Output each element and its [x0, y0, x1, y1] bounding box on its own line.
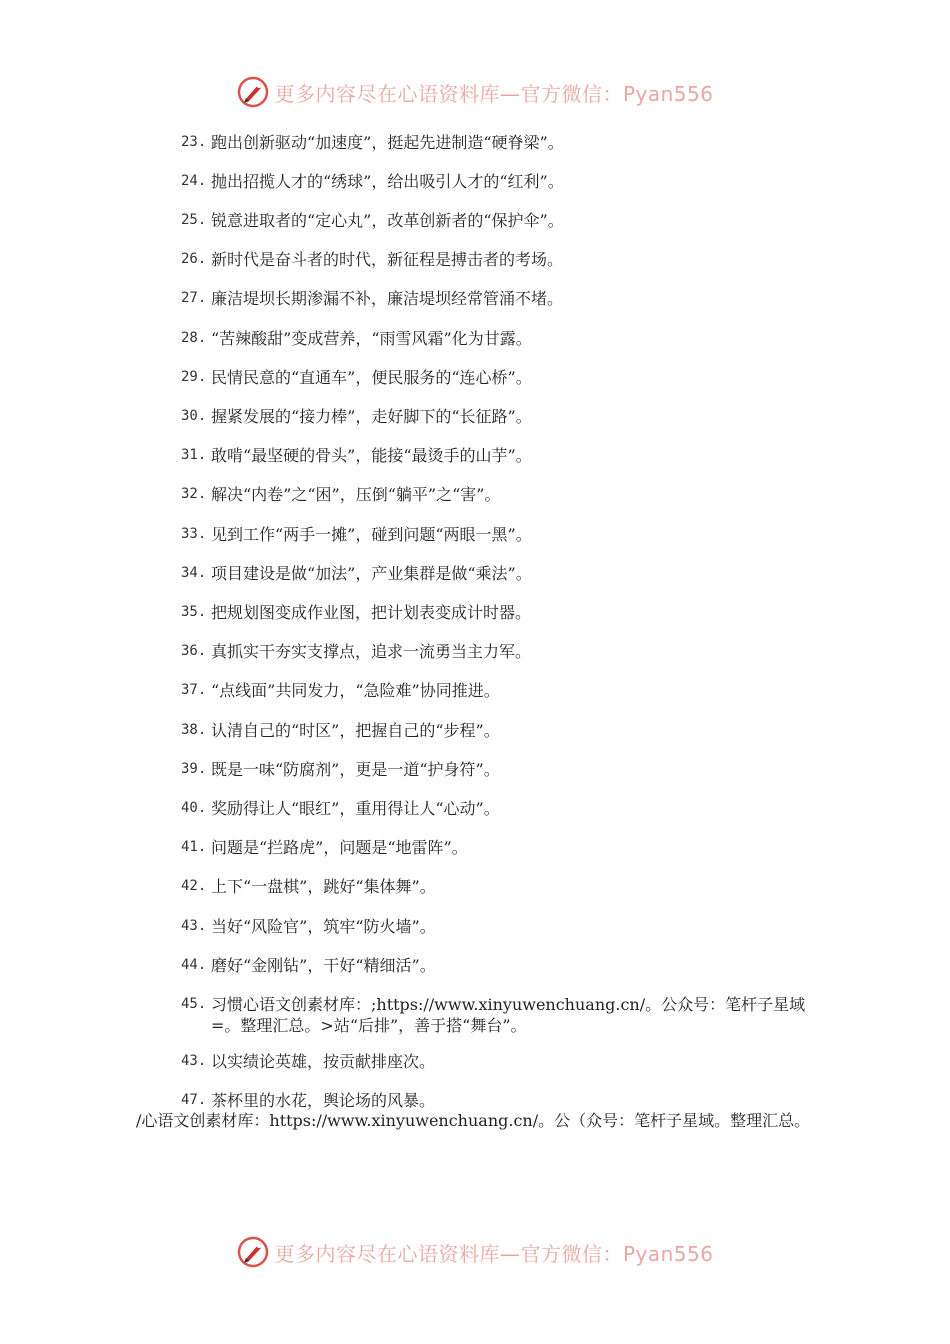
item-number: 35. [181, 604, 207, 620]
item-text: 新时代是奋斗者的时代，新征程是搏击者的考场。 [211, 250, 564, 269]
item-number: 36. [181, 643, 207, 659]
item-number: 30. [181, 408, 207, 424]
list-item [181, 1090, 821, 1111]
item-text: 上下“一盘棋”，跳好“集体舞”。 [211, 877, 436, 896]
list-item [181, 249, 821, 270]
list-item [181, 288, 821, 309]
list-item [181, 916, 821, 937]
pen-circle-logo-icon [236, 1235, 270, 1269]
item-number: 37. [181, 682, 207, 698]
item-number: 39. [181, 761, 207, 777]
list-item [181, 328, 821, 349]
list-item [181, 680, 821, 701]
list-item [181, 641, 821, 662]
item-text: 既是一味“防腐剂”，更是一道“护身符”。 [211, 760, 500, 779]
list-item [181, 994, 821, 1036]
item-text: 跑出创新驱动“加速度”，挺起先进制造“硬脊梁”。 [211, 133, 564, 152]
item-text: 奖励得让人“眼红”，重用得让人“心动”。 [211, 799, 500, 818]
item-number: 23. [181, 134, 207, 150]
source-note: /心语文创素材库：https://www.xinyuwenchuang.cn/。公（众号：笔杆子星域。整理汇总。 [136, 1111, 811, 1130]
item-text: 握紧发展的“接力棒”，走好脚下的“长征路”。 [211, 407, 532, 426]
item-number: 24. [181, 173, 207, 189]
item-number: 28. [181, 330, 207, 346]
item-text: 当好“风险官”，筑牢“防火墙”。 [211, 917, 436, 936]
item-number: 42. [181, 878, 207, 894]
header-banner [0, 72, 950, 112]
list-item [181, 759, 821, 780]
item-number: 43. [181, 918, 207, 934]
item-number: 32. [181, 486, 207, 502]
item-number: 25. [181, 212, 207, 228]
item-number: 44. [181, 957, 207, 973]
footer-banner [0, 1232, 950, 1272]
list-item [181, 876, 821, 897]
item-number: 38. [181, 722, 207, 738]
list-item [181, 210, 821, 231]
list-item [181, 367, 821, 388]
list-item [181, 132, 821, 153]
item-number: 43. [181, 1053, 207, 1069]
item-number: 33. [181, 526, 207, 542]
item-text: 茶杯里的水花，舆论场的风暴。 [211, 1091, 436, 1110]
item-text: 问题是“拦路虎”，问题是“地雷阵”。 [211, 838, 468, 857]
footer-banner-text: 更多内容尽在心语资料库—官方微信：Pyan556 [274, 1241, 714, 1266]
item-text: 锐意进取者的“定心丸”，改革创新者的“保护伞”。 [211, 211, 564, 230]
item-text: 抛出招揽人才的“绣球”，给出吸引人才的“红利”。 [211, 172, 564, 191]
item-number: 41. [181, 839, 207, 855]
list-item [181, 798, 821, 819]
item-number: 40. [181, 800, 207, 816]
pen-circle-logo-icon [236, 75, 270, 109]
item-text: 把规划图变成作业图，把计划表变成计时器。 [211, 603, 532, 622]
item-text: 磨好“金刚钻”，干好“精细活”。 [211, 956, 436, 975]
list-item [181, 955, 821, 976]
item-text: 廉洁堤坝长期渗漏不补，廉洁堤坝经常管涌不堵。 [211, 289, 564, 308]
item-text: 认清自己的“时区”，把握自己的“步程”。 [211, 721, 500, 740]
item-number: 45. [181, 996, 207, 1012]
item-number: 29. [181, 369, 207, 385]
item-text: 项目建设是做“加法”，产业集群是做“乘法”。 [211, 564, 532, 583]
list-item [181, 602, 821, 623]
list-item [181, 720, 821, 741]
item-text: 习惯心语文创素材库：;https://www.xinyuwenchuang.cn/。公众号：笔杆子星域=。整理汇总。>站“后排”，善于搭“舞台”。 [211, 995, 806, 1035]
list-item [181, 1051, 821, 1072]
item-text: 以实绩论英雄，按贡献排座次。 [211, 1052, 436, 1071]
item-number: 27. [181, 290, 207, 306]
item-text: 见到工作“两手一摊”，碰到问题“两眼一黑”。 [211, 525, 532, 544]
list-item [181, 484, 821, 505]
item-text: 敢啃“最坚硬的骨头”，能接“最烫手的山芋”。 [211, 446, 532, 465]
item-number: 34. [181, 565, 207, 581]
item-text: “点线面”共同发力，“急险难”协同推进。 [211, 681, 500, 700]
item-text: “苦辣酸甜”变成营养，“雨雪风霜”化为甘露。 [211, 329, 532, 348]
list-item [181, 171, 821, 192]
item-text: 民情民意的“直通车”，便民服务的“连心桥”。 [211, 368, 532, 387]
header-banner-text: 更多内容尽在心语资料库—官方微信：Pyan556 [274, 81, 714, 106]
item-text: 真抓实干夯实支撑点，追求一流勇当主力军。 [211, 642, 532, 661]
list-item [181, 524, 821, 545]
item-number: 26. [181, 251, 207, 267]
list-item [181, 445, 821, 466]
item-number: 31. [181, 447, 207, 463]
list-item [181, 837, 821, 858]
item-text: 解决“内卷”之“困”，压倒“躺平”之“害”。 [211, 485, 501, 504]
list-item [181, 563, 821, 584]
list-item [181, 406, 821, 427]
item-number: 47. [181, 1092, 207, 1108]
